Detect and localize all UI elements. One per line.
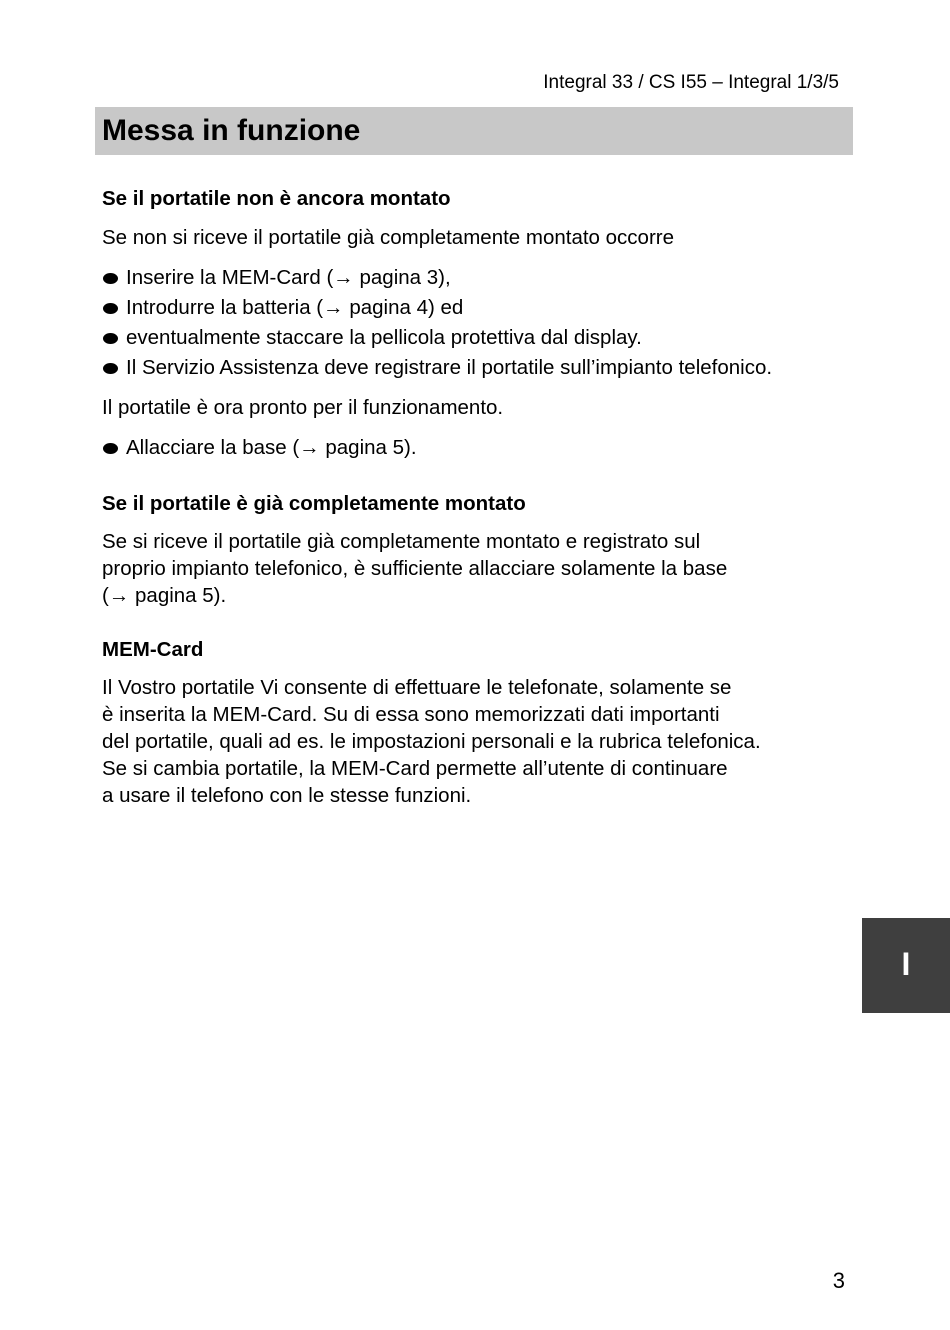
- bullet-list: [102, 263, 842, 383]
- body-line: Il Vostro portatile Vi consente di effettuare le telefonate, solamente se: [102, 676, 732, 699]
- list-item-text: Inserire la MEM-Card (→ pagina 3),: [126, 266, 451, 289]
- page-title: Messa in funzione: [102, 114, 361, 147]
- bullet-icon: [103, 273, 118, 284]
- list-item-text: Introdurre la batteria (→ pagina 4) ed: [126, 296, 464, 319]
- page-number: 3: [832, 1268, 845, 1293]
- section-heading-mem-card: MEM-Card: [102, 638, 204, 661]
- section-intro: Se non si riceve il portatile già completamente montato occorre: [102, 226, 675, 249]
- running-header: Integral 33 / CS I55 – Integral 1/3/5: [543, 72, 839, 93]
- list-item-text: Allacciare la base (→ pagina 5).: [126, 436, 417, 459]
- section-body: [102, 528, 842, 609]
- language-tab-label: I: [901, 946, 911, 982]
- list-item: [102, 263, 842, 293]
- section-heading-assembled: Se il portatile è già completamente montato: [102, 492, 526, 515]
- bullet-icon: [103, 363, 118, 374]
- body-line: Se si riceve il portatile già completamente montato e registrato sul: [102, 530, 701, 553]
- list-item: [102, 293, 842, 323]
- bullet-list-connect: [102, 433, 842, 463]
- section-body: [102, 674, 842, 809]
- language-tab: [862, 918, 950, 1013]
- ready-text: Il portatile è ora pronto per il funzionamento.: [102, 396, 504, 419]
- body-line: a usare il telefono con le stesse funzioni.: [102, 784, 472, 807]
- bullet-icon: [103, 443, 118, 454]
- body-line: Se si cambia portatile, la MEM-Card permette all’utente di continuare: [102, 757, 728, 780]
- body-line: proprio impianto telefonico, è sufficiente allacciare solamente la base: [102, 557, 728, 580]
- list-item: [102, 353, 842, 383]
- bullet-icon: [103, 333, 118, 344]
- section-title-bar: [95, 107, 853, 155]
- list-item: [102, 433, 842, 463]
- page-content: [102, 183, 842, 809]
- bullet-icon: [103, 303, 118, 314]
- body-line: (→ pagina 5).: [102, 584, 227, 607]
- list-item-text: eventualmente staccare la pellicola protettiva dal display.: [126, 326, 642, 349]
- body-line: è inserita la MEM-Card. Su di essa sono memorizzati dati importanti: [102, 703, 720, 726]
- section-heading-not-assembled: Se il portatile non è ancora montato: [102, 187, 451, 210]
- body-line: del portatile, quali ad es. le impostazioni personali e la rubrica telefonica.: [102, 730, 761, 753]
- list-item: [102, 323, 842, 353]
- list-item-text: Il Servizio Assistenza deve registrare il portatile sull’impianto telefonico.: [126, 356, 773, 379]
